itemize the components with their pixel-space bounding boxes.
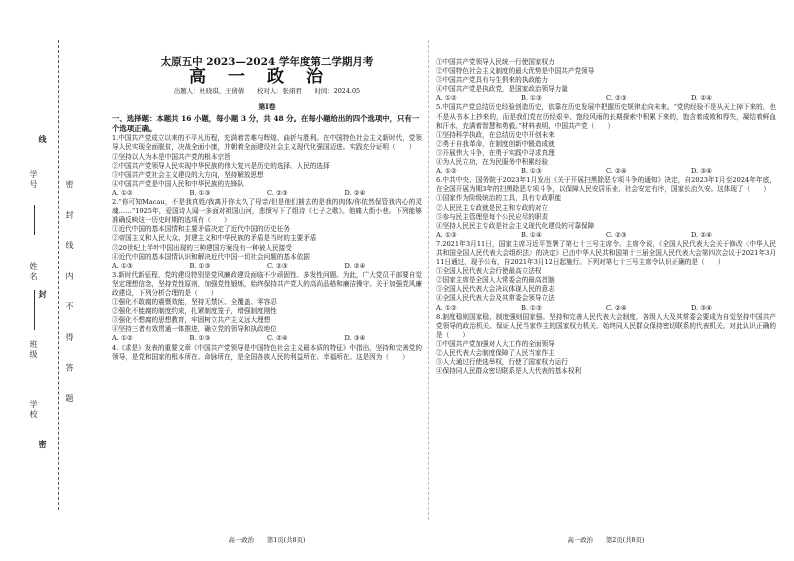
q1-option: ②中国共产党领导人民实现中华民族的伟大复兴是历史的选择、人民的选择 bbox=[112, 161, 330, 170]
q5-option: ②勇于自我革命，在制度创新中锻造成就 bbox=[436, 139, 555, 148]
choice-d: D. ③④ bbox=[691, 303, 713, 312]
choice-b: B. ①③ bbox=[189, 188, 211, 197]
q1-stem: 1.中国共产党成立以来的不平凡历程，充满着苦难与辉煌、曲折与胜利。在中国特色社会主义新时代，党领导人民实现全面脱贫，决战全面小康，并朝着全面建设社会主义现代化强国迈进。实践充分证明（ ） bbox=[112, 134, 422, 152]
exam-meta: 出题人：杜晓琪、王倩倩 校对人：张翊君 时间：2024.05 bbox=[173, 87, 361, 96]
choice-a: A. ①② bbox=[436, 303, 457, 312]
q7-option: ①全国人民代表大会行使最高立法权 bbox=[436, 267, 542, 276]
student-id-line bbox=[34, 205, 35, 235]
exam-subject: 高一政治 bbox=[189, 67, 345, 88]
q7-option: ④全国人民代表大会及其常委会领导立法 bbox=[436, 294, 555, 303]
choice-b: B. ①④ bbox=[521, 230, 542, 239]
name-line bbox=[34, 290, 35, 330]
q1-option: ①坚持以人为本是中国共产党的根本宗旨 bbox=[112, 152, 231, 161]
choice-d: D. ②④ bbox=[691, 94, 713, 103]
q3-option: ④坚持三者有效贯通一体推进，确立党的领导和执政地位 bbox=[112, 325, 277, 334]
q1-choices bbox=[112, 189, 422, 198]
choice-a: A. ①② bbox=[436, 167, 457, 176]
choice-d: D. ②④ bbox=[691, 230, 713, 239]
left-column bbox=[112, 0, 422, 561]
q5-option: ①坚持科学执政，在总结历史中开创未来 bbox=[436, 130, 555, 139]
q2-option: ③20世纪上半叶中国出现的三种建国方案没有一种被人民接受 bbox=[112, 243, 292, 252]
seal-dashed-line bbox=[58, 40, 59, 510]
choice-a: A. ①② bbox=[112, 334, 133, 343]
column-divider bbox=[428, 40, 429, 520]
q2-stem: 2.“你可知Macau，不是我真姓/我离开你太久了母亲/但是他们掳去的是我的肉体/你依然保管我内心的灵魂……”1925年，爱国诗人闻一多面对祖国山河，悲愤写下了组诗《七子之歌》。他痛大街小巷。下列能够准确反映这一历史时期的选项有（ ） bbox=[112, 198, 422, 225]
choice-d: D. ③④ bbox=[344, 334, 366, 343]
q3-option: ③强化不想腐的思想教育，牢固树立共产主义远大理想 bbox=[112, 316, 271, 325]
choice-d: D. ③④ bbox=[691, 167, 713, 176]
q4-option: ③中国共产党具有与生俱来的执政能力 bbox=[436, 76, 549, 85]
name-label: 姓名 bbox=[29, 262, 38, 282]
q5-stem: 5.中国共产党总结历史经验创造历史，依靠在历史发展中把握历史规律走向未来。“党的经验不是从天上掉下来的，也不是从书本上抄来的，而是我们党在历经艰辛、饱经风雨的长期探索中积累下来的，饱含着成败和得失，凝结着鲜血和汗水，充满着智慧和勇毅。”材料表明，中国共产党（ ） bbox=[436, 103, 776, 130]
page-footer: 高一政治 第2页(共8页) bbox=[567, 535, 645, 544]
q6-option: ①国家作为阶级统治的工具，具有专政职能 bbox=[436, 194, 562, 203]
binding-margin bbox=[0, 0, 100, 561]
q7-stem: 7.2021年3月11日，国家主席习近平签署了第七十三号主席令。主席令说，《全国人民代表大会关于修改〈中华人民共和国全国人民代表大会组织法〉的决定》已由中华人民共和国第十三届全国人民代表大会第四次会议于2021年3月11日通过，现予公布，自2021年3月12日起施行。下列对第七十三号主席令认识正确的是（ ） bbox=[436, 239, 776, 267]
seal-mark-line: 线 bbox=[38, 135, 48, 145]
q5-choices bbox=[436, 167, 776, 176]
q3-option: ①强化不敢腐的震慑效能，坚持无禁区、全覆盖、零容忍 bbox=[112, 298, 277, 307]
q8-option: ④保持同人民群众密切联系是人大代表的基本权利 bbox=[436, 367, 582, 376]
q4-option: ①中国共产党领导人民统一行使国家权力 bbox=[436, 58, 555, 66]
choice-b: B. ①③ bbox=[521, 94, 542, 103]
choice-d: D. ②④ bbox=[344, 261, 366, 270]
section-instructions: 一、选择题：本题共 16 小题，每小题 3 分，共 48 分。在每小题给出的四个选项中，只有一个选项正确。 bbox=[112, 114, 420, 134]
q6-option: ②人民民主专政就是民主和专政的对立 bbox=[436, 203, 549, 212]
q2-choices bbox=[112, 262, 422, 271]
q2-option: ①近代中国的基本国情和主要矛盾决定了近代中国的历史任务 bbox=[112, 225, 291, 234]
choice-c: C. ②③ bbox=[606, 230, 627, 239]
q6-option: ③参与民主管理是每个公民应尽的职责 bbox=[436, 212, 549, 221]
student-id-label: 学号 bbox=[29, 170, 38, 190]
q2-option: ②帝国主义和人民大众、封建主义和中华民族的矛盾是当时的主要矛盾 bbox=[112, 234, 317, 243]
q4-option: ④中国共产党是执政党，是国家政治领导力量 bbox=[436, 85, 568, 94]
q2-option: ④近代中国的基本国情认识和解决近代中国一切社会问题的基本依据 bbox=[112, 252, 310, 261]
q7-choices bbox=[436, 304, 776, 313]
q7-option: ②国家主席是全国人大常委会的最高首脑 bbox=[436, 276, 555, 285]
page-footer: 高一政治 第1页(共8页) bbox=[228, 535, 306, 544]
q8-option: ③人大通过行使选举权，行使了国家权力运行 bbox=[436, 358, 568, 367]
exam-title: 太原五中 2023—2024 学年度第二学期月考 bbox=[160, 56, 374, 68]
choice-c: C. ②④ bbox=[267, 334, 288, 343]
seal-warning: 密 封 线 内 不 得 答 题 bbox=[65, 180, 74, 412]
q3-stem: 3.新时代新征程，党的建设特别是党风廉政建设面临不少顽固性、多发性问题。为此，广大党员干部要自觉坚定理想信念，坚持党性原则，加强党性锻炼，始终保持共产党人的高尚品格和廉洁操守。关于加强党风廉政建设，下列分析合理的是（ ） bbox=[112, 270, 422, 297]
choice-b: B. ①③ bbox=[189, 261, 211, 270]
seal-mark-close: 密 bbox=[38, 440, 48, 450]
choice-b: B. ①③ bbox=[521, 303, 542, 312]
choice-b: B. ①③ bbox=[189, 334, 211, 343]
choice-a: A. ①② bbox=[112, 188, 133, 197]
choice-c: C. ②③ bbox=[606, 94, 627, 103]
q4-option: ②中国特色社会主义制度的最大优势是中国共产党领导 bbox=[436, 67, 595, 76]
right-column bbox=[436, 0, 776, 561]
q8-stem: 8.制度稳则国家稳，制度强则国家强。坚持和完善人民代表大会制度，各级人大及其常委会要成为自觉坚持中国共产党领导的政治机关、保证人民当家作主的国家权力机关、始终同人民群众保持密切联系的代表机关。对此认识正确的是（ ） bbox=[436, 312, 776, 339]
school-label: 学校 bbox=[29, 400, 38, 420]
choice-c: C. ②③ bbox=[267, 188, 288, 197]
volume-label: 第Ⅰ卷 bbox=[258, 102, 276, 112]
choice-a: A. ①③ bbox=[436, 230, 457, 239]
q7-option: ③全国人民代表大会决议体现人民的意志 bbox=[436, 285, 555, 294]
class-label: 班级 bbox=[29, 340, 38, 360]
q1-option: ④中国共产党是中国人民和中华民族的先锋队 bbox=[112, 179, 244, 188]
choice-a: A. ①② bbox=[436, 94, 457, 103]
q3-option: ②强化不能腐的制度约束，扎紧制度笼子，增强制度刚性 bbox=[112, 307, 277, 316]
q1-option: ③中国共产党社会主义建设的大方向，坚持解放思想 bbox=[112, 170, 264, 179]
choice-c: C. ②③ bbox=[267, 261, 288, 270]
choice-a: A. ①③ bbox=[112, 261, 133, 270]
q6-choices bbox=[436, 231, 776, 240]
q8-option: ②人民代表大会制度保障了人民当家作主 bbox=[436, 349, 555, 357]
q3-choices bbox=[112, 334, 422, 343]
seal-mark-seal: 封 bbox=[38, 290, 48, 300]
choice-b: B. ①③ bbox=[521, 167, 542, 176]
q4-stem: 4.《求是》发表的重要文章《中国共产党领导是中国特色社会主义最本质的特征》中指出，坚持和完善党的领导，是党和国家的根本所在、命脉所在，是全国各族人民的利益所在、幸福所在。这是因为（ ） bbox=[112, 343, 422, 361]
q6-option: ④坚持人民民主专政是社会主义现代化建设的可靠保障 bbox=[436, 221, 595, 230]
q8-option: ①中国共产党加强对人大工作的全面领导 bbox=[436, 339, 555, 348]
choice-c: C. ②④ bbox=[606, 303, 627, 312]
choice-d: D. ②④ bbox=[344, 188, 366, 197]
q5-option: ③开展伟大斗争，在勇于实践中寻求真理 bbox=[436, 148, 555, 157]
q5-option: ④为人民立功，在为民服务中积累经验 bbox=[436, 158, 549, 167]
q6-stem: 6.中共中央、国务院于2023年1月发出《关于开展扫黑除恶专项斗争的通知》决定，自2023年1月至2024年年底，在全国开展为期3年的扫黑除恶专项斗争，以保障人民安居乐业、社会安定有序，国家长治久安。这体现了（ ） bbox=[436, 176, 776, 194]
choice-c: C. ②④ bbox=[606, 167, 627, 176]
